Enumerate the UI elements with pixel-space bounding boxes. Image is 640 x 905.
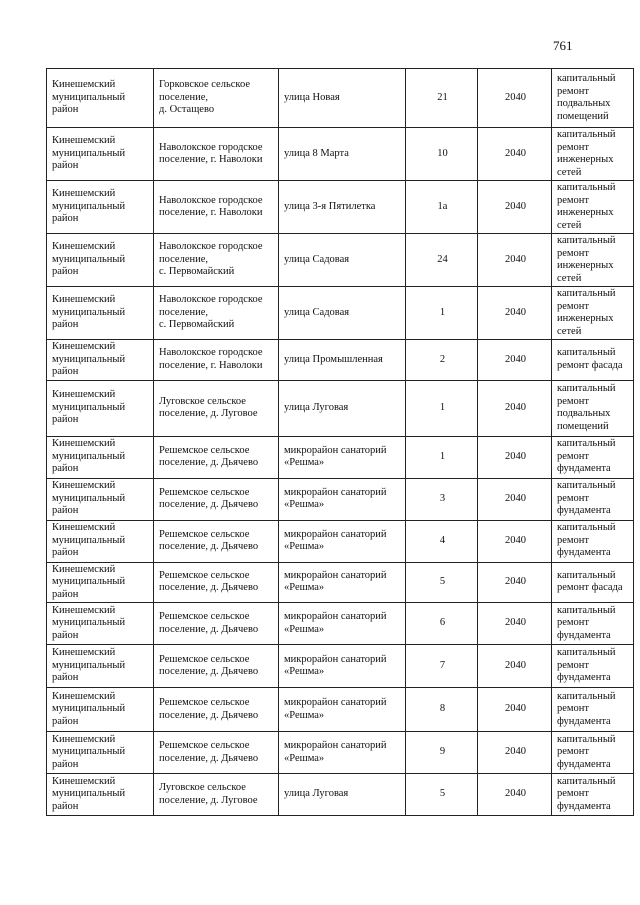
work-type-cell bbox=[552, 645, 634, 688]
settlement-line: Решемское сельское bbox=[159, 740, 250, 751]
street-cell bbox=[279, 234, 406, 287]
street-cell bbox=[279, 603, 406, 645]
district-cell bbox=[47, 603, 154, 645]
street-cell bbox=[279, 520, 406, 562]
work-type-line: ремонт bbox=[557, 85, 590, 97]
work-type-line: фундамента bbox=[557, 672, 611, 684]
street-line: микрорайон санаторий bbox=[284, 528, 387, 540]
settlement-cell bbox=[154, 69, 279, 128]
work-type-line: ремонт bbox=[557, 659, 590, 671]
table-row bbox=[47, 287, 634, 340]
work-type-cell bbox=[552, 380, 634, 436]
settlement-line: поселение, д. Дьячево bbox=[159, 752, 259, 764]
work-type-line: капитальный bbox=[557, 522, 616, 534]
street-line: микрорайон санаторий bbox=[284, 653, 387, 665]
settlement-line: Луговское сельское bbox=[159, 395, 246, 407]
work-type-cell bbox=[552, 436, 634, 478]
district-line: Кинешемский bbox=[52, 294, 116, 306]
house-number-cell: 4 bbox=[406, 520, 478, 562]
house-number-cell: 3 bbox=[406, 478, 478, 520]
district-cell bbox=[47, 287, 154, 340]
district-line: муниципальный bbox=[52, 91, 126, 103]
street-cell bbox=[279, 128, 406, 181]
street-cell bbox=[279, 478, 406, 520]
settlement-cell bbox=[154, 603, 279, 645]
repair-schedule-table bbox=[46, 68, 634, 816]
work-type-line: подвальных bbox=[557, 98, 611, 109]
district-line: район bbox=[52, 505, 79, 517]
street-cell bbox=[279, 380, 406, 436]
work-type-line: капитальный bbox=[557, 288, 616, 299]
district-line: Кинешемский bbox=[52, 188, 116, 200]
district-cell bbox=[47, 520, 154, 562]
year-cell: 2040 bbox=[478, 287, 552, 340]
work-type-line: ремонт фасада bbox=[557, 359, 623, 371]
year-cell: 2040 bbox=[478, 520, 552, 562]
work-type-line: капитальный bbox=[557, 733, 616, 745]
settlement-line: Решемское сельское bbox=[159, 611, 250, 622]
work-type-line: капитальный bbox=[557, 480, 616, 492]
street-cell bbox=[279, 688, 406, 732]
district-line: муниципальный bbox=[52, 659, 126, 671]
work-type-cell bbox=[552, 603, 634, 645]
house-number-cell: 1а bbox=[406, 181, 478, 234]
district-cell bbox=[47, 645, 154, 688]
district-line: район bbox=[52, 463, 79, 475]
year-cell: 2040 bbox=[478, 645, 552, 688]
street-cell bbox=[279, 287, 406, 340]
work-type-line: помещений bbox=[557, 420, 609, 432]
settlement-line: поселение, bbox=[159, 91, 209, 103]
year-cell: 2040 bbox=[478, 181, 552, 234]
street-line: микрорайон санаторий bbox=[284, 486, 387, 498]
district-cell bbox=[47, 69, 154, 128]
table-row bbox=[47, 128, 634, 181]
district-line: Кинешемский bbox=[52, 733, 116, 745]
street-cell bbox=[279, 732, 406, 774]
district-cell bbox=[47, 340, 154, 381]
district-line: район bbox=[52, 104, 79, 116]
district-line: район bbox=[52, 800, 79, 812]
settlement-cell bbox=[154, 128, 279, 181]
street-line: «Решма» bbox=[284, 499, 325, 510]
street-line: «Решма» bbox=[284, 709, 325, 721]
year-cell: 2040 bbox=[478, 732, 552, 774]
street-line: микрорайон санаторий bbox=[284, 444, 387, 456]
district-cell bbox=[47, 436, 154, 478]
settlement-line: поселение, г. Наволоки bbox=[159, 154, 263, 165]
district-line: Кинешемский bbox=[52, 241, 116, 253]
settlement-line: поселение, д. Дьячево bbox=[159, 499, 259, 510]
work-type-line: фундамента bbox=[557, 758, 611, 770]
table-row bbox=[47, 234, 634, 287]
district-line: район bbox=[52, 366, 79, 377]
work-type-line: ремонт bbox=[557, 300, 590, 312]
work-type-line: фундамента bbox=[557, 629, 611, 641]
settlement-line: поселение, д. Дьячево bbox=[159, 541, 259, 552]
settlement-cell bbox=[154, 732, 279, 774]
work-type-line: ремонт bbox=[557, 450, 590, 462]
work-type-line: сетей bbox=[557, 219, 582, 231]
work-type-line: ремонт bbox=[557, 141, 590, 153]
table-row bbox=[47, 69, 634, 128]
district-line: район bbox=[52, 715, 79, 727]
table-row bbox=[47, 380, 634, 436]
street-line: улица Промышленная bbox=[284, 353, 383, 365]
street-line: «Решма» bbox=[284, 623, 325, 635]
work-type-line: ремонт bbox=[557, 617, 590, 629]
house-number-cell: 21 bbox=[406, 69, 478, 128]
table-row bbox=[47, 436, 634, 478]
settlement-line: Решемское сельское bbox=[159, 569, 250, 581]
settlement-line: поселение, д. Луговое bbox=[159, 794, 258, 806]
district-line: район bbox=[52, 319, 79, 331]
work-type-line: ремонт bbox=[557, 534, 590, 546]
work-type-line: инженерных bbox=[557, 207, 614, 218]
district-line: муниципальный bbox=[52, 450, 126, 462]
table-row bbox=[47, 774, 634, 816]
street-line: улица 8 Марта bbox=[284, 147, 349, 159]
district-line: муниципальный bbox=[52, 200, 126, 212]
house-number-cell: 6 bbox=[406, 603, 478, 645]
page-number: 761 bbox=[553, 38, 573, 53]
district-line: муниципальный bbox=[52, 306, 126, 318]
street-line: микрорайон санаторий bbox=[284, 697, 387, 708]
district-line: Кинешемский bbox=[52, 604, 116, 616]
street-cell bbox=[279, 436, 406, 478]
settlement-line: Решемское сельское bbox=[159, 528, 250, 540]
work-type-line: ремонт bbox=[557, 194, 590, 206]
work-type-cell bbox=[552, 181, 634, 234]
work-type-cell bbox=[552, 732, 634, 774]
work-type-cell bbox=[552, 774, 634, 816]
settlement-line: поселение, д. Дьячево bbox=[159, 457, 259, 468]
house-number-cell: 5 bbox=[406, 774, 478, 816]
street-cell bbox=[279, 69, 406, 128]
district-line: Кинешемский bbox=[52, 79, 116, 91]
work-type-line: ремонт bbox=[557, 492, 590, 504]
house-number-cell: 7 bbox=[406, 645, 478, 688]
settlement-line: Наволокское городское bbox=[159, 141, 263, 153]
work-type-line: ремонт bbox=[557, 395, 590, 407]
street-cell bbox=[279, 181, 406, 234]
district-line: муниципальный bbox=[52, 746, 126, 758]
work-type-cell bbox=[552, 520, 634, 562]
table-row bbox=[47, 340, 634, 381]
settlement-line: Решемское сельское bbox=[159, 653, 250, 665]
street-line: улица Садовая bbox=[284, 253, 350, 265]
table-row bbox=[47, 181, 634, 234]
street-line: «Решма» bbox=[284, 582, 325, 594]
year-cell: 2040 bbox=[478, 688, 552, 732]
work-type-cell bbox=[552, 688, 634, 732]
street-line: микрорайон санаторий bbox=[284, 611, 387, 622]
work-type-line: фундамента bbox=[557, 547, 611, 559]
district-line: муниципальный bbox=[52, 401, 126, 413]
district-line: муниципальный bbox=[52, 253, 126, 265]
work-type-line: сетей bbox=[557, 166, 582, 178]
year-cell: 2040 bbox=[478, 774, 552, 816]
district-line: муниципальный bbox=[52, 492, 126, 504]
settlement-line: поселение, bbox=[159, 306, 209, 318]
district-line: муниципальный bbox=[52, 147, 126, 159]
street-line: улица Луговая bbox=[284, 788, 349, 800]
settlement-line: с. Первомайский bbox=[159, 319, 235, 331]
district-line: Кинешемский bbox=[52, 563, 116, 575]
district-cell bbox=[47, 181, 154, 234]
settlement-line: поселение, д. Дьячево bbox=[159, 709, 259, 721]
house-number-cell: 1 bbox=[406, 287, 478, 340]
table-row bbox=[47, 732, 634, 774]
table-row bbox=[47, 688, 634, 732]
street-line: микрорайон санаторий bbox=[284, 740, 387, 751]
work-type-line: ремонт bbox=[557, 703, 590, 715]
settlement-line: поселение, bbox=[159, 253, 209, 265]
house-number-cell: 10 bbox=[406, 128, 478, 181]
work-type-line: капитальный bbox=[557, 690, 616, 702]
settlement-line: поселение, г. Наволоки bbox=[159, 359, 263, 371]
street-line: улица Луговая bbox=[284, 401, 349, 413]
district-line: Кинешемский bbox=[52, 690, 116, 702]
settlement-line: поселение, д. Луговое bbox=[159, 408, 258, 419]
district-line: муниципальный bbox=[52, 703, 126, 715]
street-line: «Решма» bbox=[284, 457, 325, 468]
table-body bbox=[47, 69, 634, 816]
district-cell bbox=[47, 380, 154, 436]
settlement-cell bbox=[154, 340, 279, 381]
work-type-cell bbox=[552, 287, 634, 340]
district-cell bbox=[47, 478, 154, 520]
district-cell bbox=[47, 732, 154, 774]
year-cell: 2040 bbox=[478, 340, 552, 381]
table-row bbox=[47, 478, 634, 520]
work-type-line: капитальный bbox=[557, 775, 616, 787]
table-row bbox=[47, 562, 634, 603]
settlement-line: Наволокское городское bbox=[159, 194, 263, 206]
settlement-cell bbox=[154, 234, 279, 287]
year-cell: 2040 bbox=[478, 380, 552, 436]
work-type-line: капитальный bbox=[557, 569, 616, 581]
year-cell: 2040 bbox=[478, 436, 552, 478]
district-line: район bbox=[52, 213, 79, 225]
work-type-line: фундамента bbox=[557, 800, 611, 812]
settlement-cell bbox=[154, 520, 279, 562]
district-line: Кинешемский bbox=[52, 480, 116, 492]
street-line: «Решма» bbox=[284, 666, 325, 677]
district-cell bbox=[47, 688, 154, 732]
work-type-line: капитальный bbox=[557, 438, 616, 450]
year-cell: 2040 bbox=[478, 478, 552, 520]
work-type-line: капитальный bbox=[557, 347, 616, 359]
work-type-line: фундамента bbox=[557, 715, 611, 727]
district-line: район bbox=[52, 547, 79, 559]
district-line: муниципальный bbox=[52, 576, 126, 587]
work-type-line: инженерных bbox=[557, 313, 614, 324]
work-type-line: сетей bbox=[557, 325, 582, 337]
work-type-line: фундамента bbox=[557, 463, 611, 475]
house-number-cell: 9 bbox=[406, 732, 478, 774]
settlement-cell bbox=[154, 287, 279, 340]
settlement-cell bbox=[154, 181, 279, 234]
settlement-cell bbox=[154, 688, 279, 732]
work-type-cell bbox=[552, 478, 634, 520]
street-line: «Решма» bbox=[284, 752, 325, 764]
district-line: муниципальный bbox=[52, 788, 126, 800]
street-line: микрорайон санаторий bbox=[284, 569, 387, 581]
street-line: «Решма» bbox=[284, 541, 325, 552]
work-type-cell bbox=[552, 69, 634, 128]
district-line: район bbox=[52, 588, 79, 600]
street-cell bbox=[279, 562, 406, 603]
settlement-line: с. Первомайский bbox=[159, 266, 235, 278]
settlement-cell bbox=[154, 645, 279, 688]
house-number-cell: 1 bbox=[406, 436, 478, 478]
district-cell bbox=[47, 128, 154, 181]
work-type-line: подвальных bbox=[557, 408, 611, 419]
settlement-line: поселение, д. Дьячево bbox=[159, 666, 259, 677]
settlement-line: Наволокское городское bbox=[159, 347, 263, 359]
district-line: Кинешемский bbox=[52, 775, 116, 787]
district-line: Кинешемский bbox=[52, 389, 116, 401]
district-cell bbox=[47, 562, 154, 603]
settlement-cell bbox=[154, 774, 279, 816]
work-type-line: фундамента bbox=[557, 505, 611, 517]
street-cell bbox=[279, 774, 406, 816]
settlement-cell bbox=[154, 380, 279, 436]
settlement-line: Луговское сельское bbox=[159, 782, 246, 793]
settlement-line: д. Остащево bbox=[159, 104, 215, 116]
work-type-line: инженерных bbox=[557, 260, 614, 271]
district-line: район bbox=[52, 266, 79, 278]
work-type-cell bbox=[552, 562, 634, 603]
year-cell: 2040 bbox=[478, 69, 552, 128]
work-type-cell bbox=[552, 128, 634, 181]
work-type-line: капитальный bbox=[557, 647, 616, 659]
work-type-line: инженерных bbox=[557, 154, 614, 165]
settlement-line: Решемское сельское bbox=[159, 486, 250, 498]
table-row bbox=[47, 603, 634, 645]
street-cell bbox=[279, 340, 406, 381]
settlement-cell bbox=[154, 562, 279, 603]
work-type-line: капитальный bbox=[557, 73, 616, 84]
settlement-line: поселение, д. Дьячево bbox=[159, 623, 259, 635]
house-number-cell: 2 bbox=[406, 340, 478, 381]
district-line: район bbox=[52, 414, 79, 426]
settlement-cell bbox=[154, 436, 279, 478]
settlement-line: Решемское сельское bbox=[159, 444, 250, 456]
settlement-line: Наволокское городское bbox=[159, 294, 263, 306]
district-line: район bbox=[52, 160, 79, 172]
district-line: район bbox=[52, 672, 79, 684]
district-line: муниципальный bbox=[52, 353, 126, 365]
work-type-line: капитальный bbox=[557, 604, 616, 616]
district-line: район bbox=[52, 629, 79, 641]
work-type-cell bbox=[552, 340, 634, 381]
district-line: муниципальный bbox=[52, 534, 126, 546]
house-number-cell: 1 bbox=[406, 380, 478, 436]
house-number-cell: 5 bbox=[406, 562, 478, 603]
district-line: муниципальный bbox=[52, 617, 126, 629]
work-type-line: капитальный bbox=[557, 383, 616, 394]
work-type-line: капитальный bbox=[557, 129, 616, 140]
street-line: улица Садовая bbox=[284, 306, 350, 318]
settlement-line: Наволокское городское bbox=[159, 241, 263, 253]
settlement-line: поселение, д. Дьячево bbox=[159, 582, 259, 594]
district-line: Кинешемский bbox=[52, 438, 116, 450]
year-cell: 2040 bbox=[478, 128, 552, 181]
work-type-line: ремонт bbox=[557, 247, 590, 259]
work-type-cell bbox=[552, 234, 634, 287]
street-line: улица 3-я Пятилетка bbox=[284, 200, 376, 212]
year-cell: 2040 bbox=[478, 603, 552, 645]
year-cell: 2040 bbox=[478, 234, 552, 287]
street-cell bbox=[279, 645, 406, 688]
district-line: Кинешемский bbox=[52, 522, 116, 534]
work-type-line: сетей bbox=[557, 272, 582, 284]
work-type-line: капитальный bbox=[557, 182, 616, 193]
work-type-line: ремонт bbox=[557, 788, 590, 800]
work-type-line: капитальный bbox=[557, 235, 616, 246]
settlement-line: Горковское сельское bbox=[159, 79, 250, 91]
house-number-cell: 8 bbox=[406, 688, 478, 732]
district-line: Кинешемский bbox=[52, 135, 116, 147]
year-cell: 2040 bbox=[478, 562, 552, 603]
work-type-line: ремонт bbox=[557, 746, 590, 758]
work-type-line: помещений bbox=[557, 110, 609, 122]
work-type-line: ремонт фасада bbox=[557, 582, 623, 594]
settlement-cell bbox=[154, 478, 279, 520]
house-number-cell: 24 bbox=[406, 234, 478, 287]
table-row bbox=[47, 520, 634, 562]
district-cell bbox=[47, 234, 154, 287]
settlement-line: Решемское сельское bbox=[159, 697, 250, 708]
table-row bbox=[47, 645, 634, 688]
district-line: район bbox=[52, 758, 79, 770]
district-line: Кинешемский bbox=[52, 647, 116, 659]
settlement-line: поселение, г. Наволоки bbox=[159, 207, 263, 218]
district-line: Кинешемский bbox=[52, 341, 116, 352]
district-cell bbox=[47, 774, 154, 816]
street-line: улица Новая bbox=[284, 91, 340, 103]
